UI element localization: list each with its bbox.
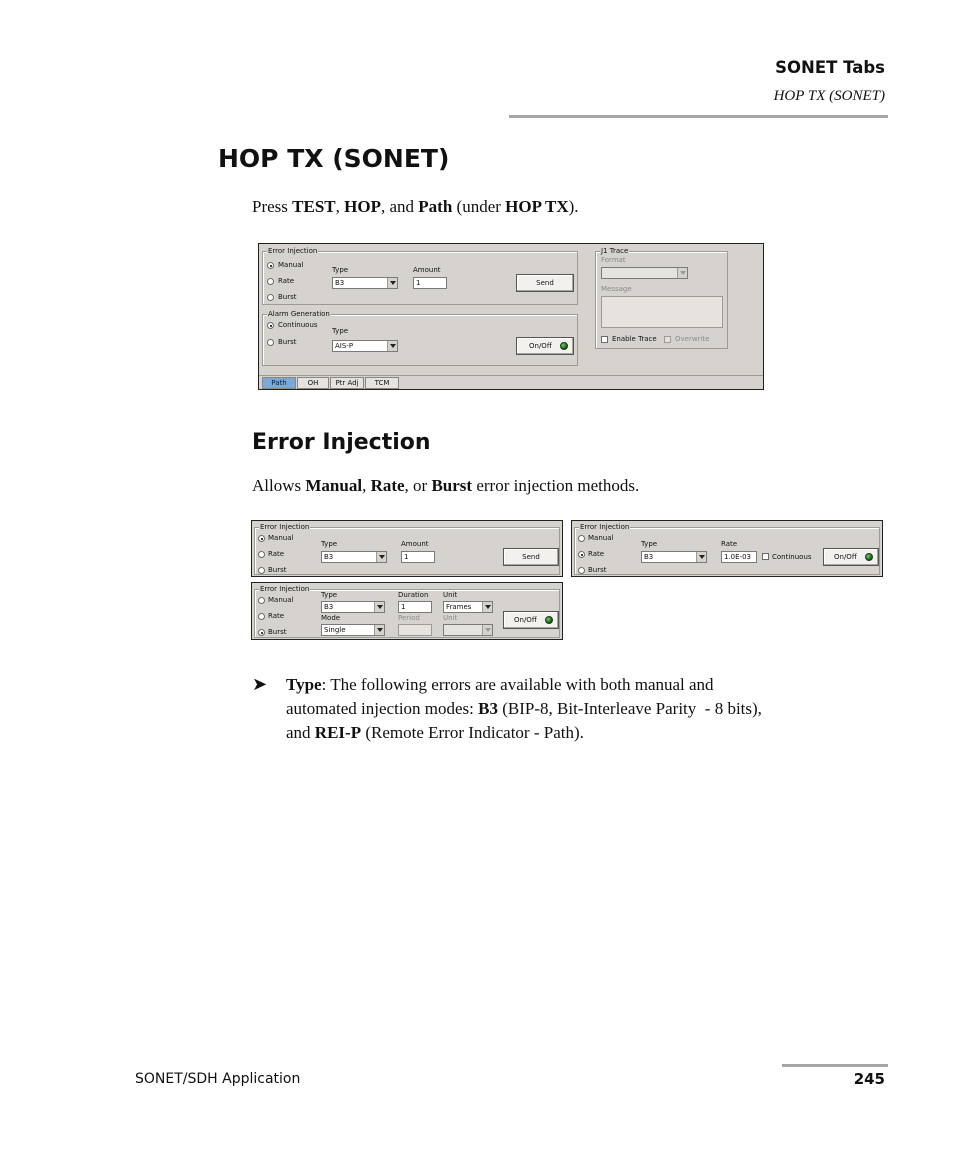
unit2-select[interactable] (443, 624, 493, 636)
alarm-type-value: AIS-P (335, 342, 354, 350)
burst-label: Burst (268, 628, 287, 636)
group-label: Error Injection (268, 247, 318, 255)
allows-text: , (362, 476, 371, 495)
mode-select[interactable] (321, 624, 385, 636)
manual-injection-panel (251, 520, 563, 577)
rate-label: Rate (588, 550, 605, 558)
burst-label: Burst (278, 338, 297, 346)
status-led-icon (545, 616, 553, 624)
group-label: Error Injection (580, 523, 630, 531)
burst-radio[interactable] (267, 294, 274, 301)
status-led-icon (560, 342, 568, 350)
error-injection-group (254, 523, 560, 575)
section-heading: Error Injection (252, 430, 431, 455)
j1-trace-group (595, 247, 728, 349)
group-label: Alarm Generation (268, 310, 330, 318)
manual-label: Manual (588, 534, 614, 542)
chevron-down-icon (387, 341, 397, 351)
manual-radio[interactable] (258, 597, 265, 604)
chevron-down-icon (387, 278, 397, 288)
amount-input[interactable]: 1 (413, 277, 447, 289)
allows-bold-burst: Burst (431, 476, 473, 495)
enable-trace-checkbox[interactable] (601, 336, 608, 343)
burst-label: Burst (588, 566, 607, 574)
group-label: Error Injection (260, 523, 310, 531)
rate-radio[interactable] (578, 551, 585, 558)
duration-label: Duration (398, 591, 429, 599)
type-value: B3 (324, 553, 334, 561)
chevron-down-icon (677, 268, 687, 278)
intro-bold-path: Path (418, 197, 453, 216)
continuous-radio[interactable] (267, 322, 274, 329)
bullet-arrow-icon: ➤ (252, 674, 268, 694)
chevron-down-icon (374, 625, 384, 635)
footer-title: SONET/SDH Application (135, 1071, 301, 1087)
manual-label: Manual (268, 596, 294, 604)
rate-radio[interactable] (258, 551, 265, 558)
hop-tx-path-panel (258, 243, 764, 390)
alarm-type-select[interactable] (332, 340, 398, 352)
continuous-checkbox[interactable] (762, 553, 769, 560)
continuous-label: Continuous (772, 553, 812, 561)
intro-paragraph (252, 195, 579, 219)
bullet-text: : The following errors are available with both manual and (321, 675, 714, 694)
chevron-down-icon (482, 625, 492, 635)
type-select[interactable] (641, 551, 707, 563)
send-button[interactable]: Send (503, 548, 559, 566)
type-label: Type (332, 266, 349, 274)
group-label: J1 Trace (601, 247, 629, 255)
running-header-title: SONET Tabs (775, 58, 885, 77)
bullet-text: (Remote Error Indicator - Path). (361, 723, 584, 742)
message-input[interactable] (601, 296, 723, 328)
amount-label: Amount (401, 540, 429, 548)
tab-bar (259, 375, 763, 389)
amount-label: Amount (413, 266, 441, 274)
continuous-label: Continuous (278, 321, 318, 329)
rate-label: Rate (268, 550, 285, 558)
intro-bold-test: TEST (292, 197, 336, 216)
message-label: Message (601, 285, 632, 293)
rate-injection-panel (571, 520, 883, 577)
bullet-line-2 (286, 697, 762, 721)
error-injection-group (574, 523, 880, 575)
tab-tcm[interactable]: TCM (365, 377, 399, 389)
bullet-text: (BIP-8, Bit-Interleave Parity - 8 bits), (498, 699, 762, 718)
chevron-down-icon (482, 602, 492, 612)
allows-text: error injection methods. (472, 476, 640, 495)
type-select[interactable] (332, 277, 398, 289)
burst-radio[interactable] (267, 339, 274, 346)
allows-bold-manual: Manual (305, 476, 363, 495)
unit-value: Frames (446, 603, 472, 611)
status-led-icon (865, 553, 873, 561)
send-button[interactable]: Send (516, 274, 574, 292)
type-label: Type (641, 540, 658, 548)
manual-radio[interactable] (578, 535, 585, 542)
bullet-line-3 (286, 721, 762, 745)
allows-paragraph (252, 474, 639, 498)
mode-value: Single (324, 626, 346, 634)
group-label: Error Injection (260, 585, 310, 593)
bullet-bold-rei-p: REI-P (314, 723, 362, 742)
allows-text: Allows (252, 476, 306, 495)
error-injection-group (254, 585, 560, 638)
rate-field-label: Rate (721, 540, 738, 548)
tab-path[interactable]: Path (262, 377, 296, 389)
footer-rule (782, 1064, 888, 1067)
manual-label: Manual (278, 261, 304, 269)
unit-label: Unit (443, 591, 458, 599)
bullet-text: and (286, 723, 315, 742)
rate-radio[interactable] (267, 278, 274, 285)
allows-text: , or (404, 476, 432, 495)
bullet-line-1 (286, 673, 762, 697)
type-value: B3 (335, 279, 345, 287)
amount-input[interactable]: 1 (401, 551, 435, 563)
unit-select[interactable] (443, 601, 493, 613)
duration-input[interactable]: 1 (398, 601, 432, 613)
rate-input[interactable]: 1.0E-03 (721, 551, 757, 563)
overwrite-label: Overwrite (675, 335, 710, 343)
overwrite-checkbox[interactable] (664, 336, 671, 343)
enable-trace-label: Enable Trace (612, 335, 657, 343)
on-off-button[interactable] (516, 337, 574, 355)
manual-radio[interactable] (267, 262, 274, 269)
on-off-label: On/Off (834, 553, 857, 561)
chevron-down-icon (696, 552, 706, 562)
tab-oh[interactable]: OH (297, 377, 329, 389)
format-label: Format (601, 256, 626, 264)
bullet-text: automated injection modes: (286, 699, 479, 718)
on-off-button[interactable] (823, 548, 879, 566)
period-input[interactable] (398, 624, 432, 636)
rate-label: Rate (268, 612, 285, 620)
intro-text: Press (252, 197, 293, 216)
on-off-button[interactable] (503, 611, 559, 629)
burst-label: Burst (268, 566, 287, 574)
burst-radio[interactable] (578, 567, 585, 574)
intro-text: , (335, 197, 345, 216)
page-number: 245 (853, 1070, 885, 1088)
chevron-down-icon (374, 602, 384, 612)
page-title: HOP TX (SONET) (218, 144, 450, 173)
rate-label: Rate (278, 277, 295, 285)
error-injection-group (262, 247, 578, 305)
unit2-label: Unit (443, 614, 458, 622)
bullet-paragraph (286, 673, 762, 745)
running-header-subtitle: HOP TX (SONET) (773, 88, 885, 104)
intro-bold-hop: HOP (344, 197, 381, 216)
allows-bold-rate: Rate (370, 476, 405, 495)
tab-ptr-adj[interactable]: Ptr Adj (330, 377, 364, 389)
burst-injection-panel (251, 582, 563, 640)
type-value: B3 (324, 603, 334, 611)
alarm-generation-group (262, 310, 578, 366)
burst-radio[interactable] (258, 629, 265, 636)
header-rule (509, 115, 888, 118)
burst-radio[interactable] (258, 567, 265, 574)
intro-bold-hop-tx: HOP TX (505, 197, 569, 216)
intro-text: ). (568, 197, 579, 216)
chevron-down-icon (376, 552, 386, 562)
intro-text: (under (452, 197, 506, 216)
period-label: Period (398, 614, 420, 622)
manual-label: Manual (268, 534, 294, 542)
on-off-label: On/Off (514, 616, 537, 624)
type-value: B3 (644, 553, 654, 561)
type-label: Type (321, 540, 338, 548)
manual-radio[interactable] (258, 535, 265, 542)
intro-text: , and (380, 197, 419, 216)
on-off-label: On/Off (529, 342, 552, 350)
type-label: Type (332, 327, 349, 335)
type-label: Type (321, 591, 338, 599)
type-select[interactable] (321, 551, 387, 563)
bullet-bold-type: Type (286, 675, 322, 694)
mode-label: Mode (321, 614, 341, 622)
type-select[interactable] (321, 601, 385, 613)
format-select[interactable] (601, 267, 688, 279)
bullet-bold-b3: B3 (478, 699, 498, 718)
rate-radio[interactable] (258, 613, 265, 620)
burst-label: Burst (278, 293, 297, 301)
